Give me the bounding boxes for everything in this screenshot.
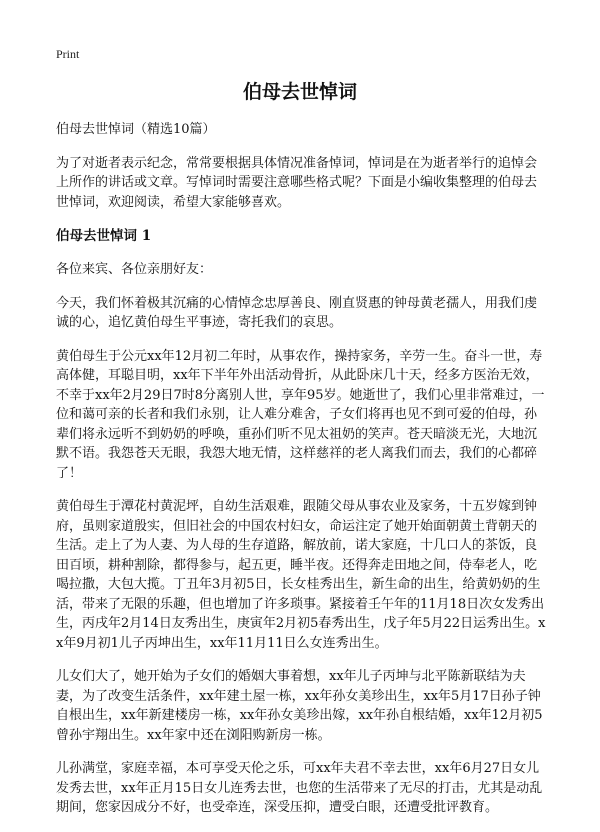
page-title: 伯母去世悼词: [242, 81, 357, 103]
paragraph-5: 儿孙满堂，家庭幸福，本可享受天伦之乐，可xx年夫君不幸去世，xx年6月27日女儿发秀去世，xx年正月15日女儿连秀去世，也您的生活带来了无尽的打击，尤其是动乱期间，您家因成分不好，也受牵连，深受压抑，遭受白眼，还遭受批评教育。: [56, 761, 543, 815]
article-intro: 为了对逝者表示纪念，常常要根据具体情况准备悼词，悼词是在为逝者举行的追悼会上所作的讲话或文章。写悼词时需要注意哪些格式呢？下面是小编收集整理的伯母去世悼词，欢迎阅读，希望大家能够喜欢。: [56, 155, 538, 210]
paragraph-3: 黄伯母生于潭花村黄泥坪，自幼生活艰难，跟随父母从事农业及家务，十五岁嫁到钟府，虽则家道殷实，但旧社会的中国农村妇女，命运注定了她开始面朝黄土背朝天的生活。走上了为人妻、为人母的生存道路，解放前，诺大家庭，十几口人的茶饭，良田百顷，耕种割除，都得参与，起五更，睡半夜。还得奔走田地之间，侍奉老人，吃喝拉撒，大包大揽。丁丑年3月初5日，长女桂秀出生，新生命的出生，给黄奶奶的生活，带来了无限的乐趣，但也增加了许多琐事。紧接着壬午年的11月18日次女发秀出生，丙戌年2月14日友秀出生，庚寅年2月初5春秀出生，戊子年5月22日运秀出生。xx年9月初1儿子丙坤出生，xx年11月11日么女连秀出生。: [56, 499, 546, 651]
article-body: [56, 120, 546, 832]
section-heading: 伯母去世悼词 1: [56, 228, 152, 244]
article-subtitle: 伯母去世悼词（精选10篇）: [56, 122, 216, 137]
paragraph-4: 儿女们大了，她开始为子女们的婚姻大事着想，xx年儿子丙坤与北平陈新联结为夫妻，为了改变生活条件，xx年建土屋一栋，xx年孙女美珍出生，xx年5月17日孙子钟自根出生，xx年新建楼房一栋，xx年孙女美珍出嫁，xx年孙自根结婚，xx年12月初5曾孙宇翔出生。xx年家中还在浏阳购新房一栋。: [56, 669, 543, 743]
greeting: 各位来宾、各位亲朋好友：: [56, 262, 213, 277]
paragraph-2: 黄伯母生于公元xx年12月初二年时，从事农作，操持家务，辛劳一生。奋斗一世，寿高体健，耳聪目明，xx年下半年外出活动骨折，从此卧床几十天，经多方医治无效，不幸于xx年2月29日7时8分离别人世，享年95岁。她逝世了，我们心里非常难过，一位和蔼可亲的长者和我们永别，让人难分难舍，子女们将再也见不到可爱的伯母，孙辈们将永远听不到奶奶的呼唤，重孙们听不见太祖奶的笑声。苍天暗淡无光，大地沉默不语。我怨苍天无眼，我怨大地无情，这样慈祥的老人离我们而去，我们的心都碎了！: [56, 348, 545, 481]
print-link[interactable]: Print: [56, 47, 80, 61]
paragraph-1: 今天，我们怀着极其沉痛的心情悼念忠厚善良、刚直贤惠的钟母黄老孺人，用我们虔诚的心，追忆黄伯母生平事迹，寄托我们的哀思。: [56, 295, 538, 330]
